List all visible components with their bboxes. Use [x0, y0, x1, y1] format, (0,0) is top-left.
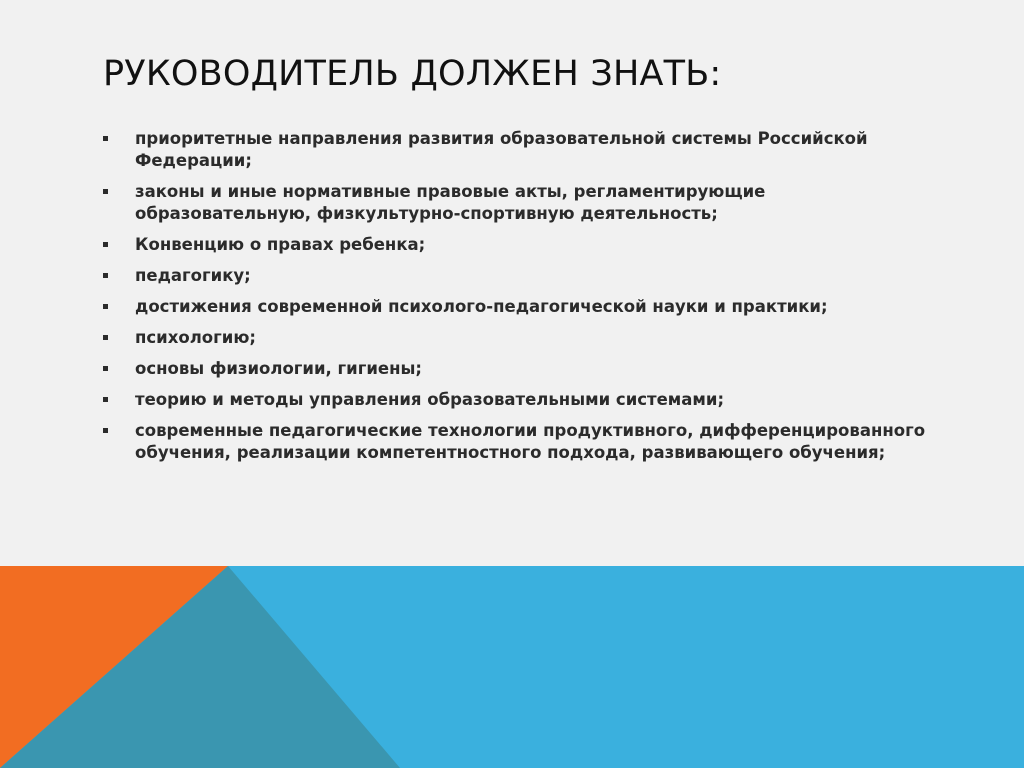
- list-item-text: Конвенцию о правах ребенка;: [135, 235, 426, 254]
- list-item-text: основы физиологии, гигиены;: [135, 359, 423, 378]
- list-item-text: педагогику;: [135, 266, 251, 285]
- list-item-text: достижения современной психолого-педагогической науки и практики;: [135, 297, 828, 316]
- slide-title: РУКОВОДИТЕЛЬ ДОЛЖЕН ЗНАТЬ:: [103, 54, 722, 94]
- list-item-text: законы и иные нормативные правовые акты, регламентирующие образовательную, физкультурно-спортивную деятельность;: [135, 182, 766, 223]
- list-item-text: приоритетные направления развития образовательной системы Российской Федерации;: [135, 129, 868, 170]
- list-item-text: психологию;: [135, 328, 256, 347]
- list-item-text: теорию и методы управления образовательными системами;: [135, 390, 725, 409]
- list-item-text: современные педагогические технологии продуктивного, дифференцированного обучения, реализации компетентностного подхода, развивающего обучения;: [135, 421, 926, 462]
